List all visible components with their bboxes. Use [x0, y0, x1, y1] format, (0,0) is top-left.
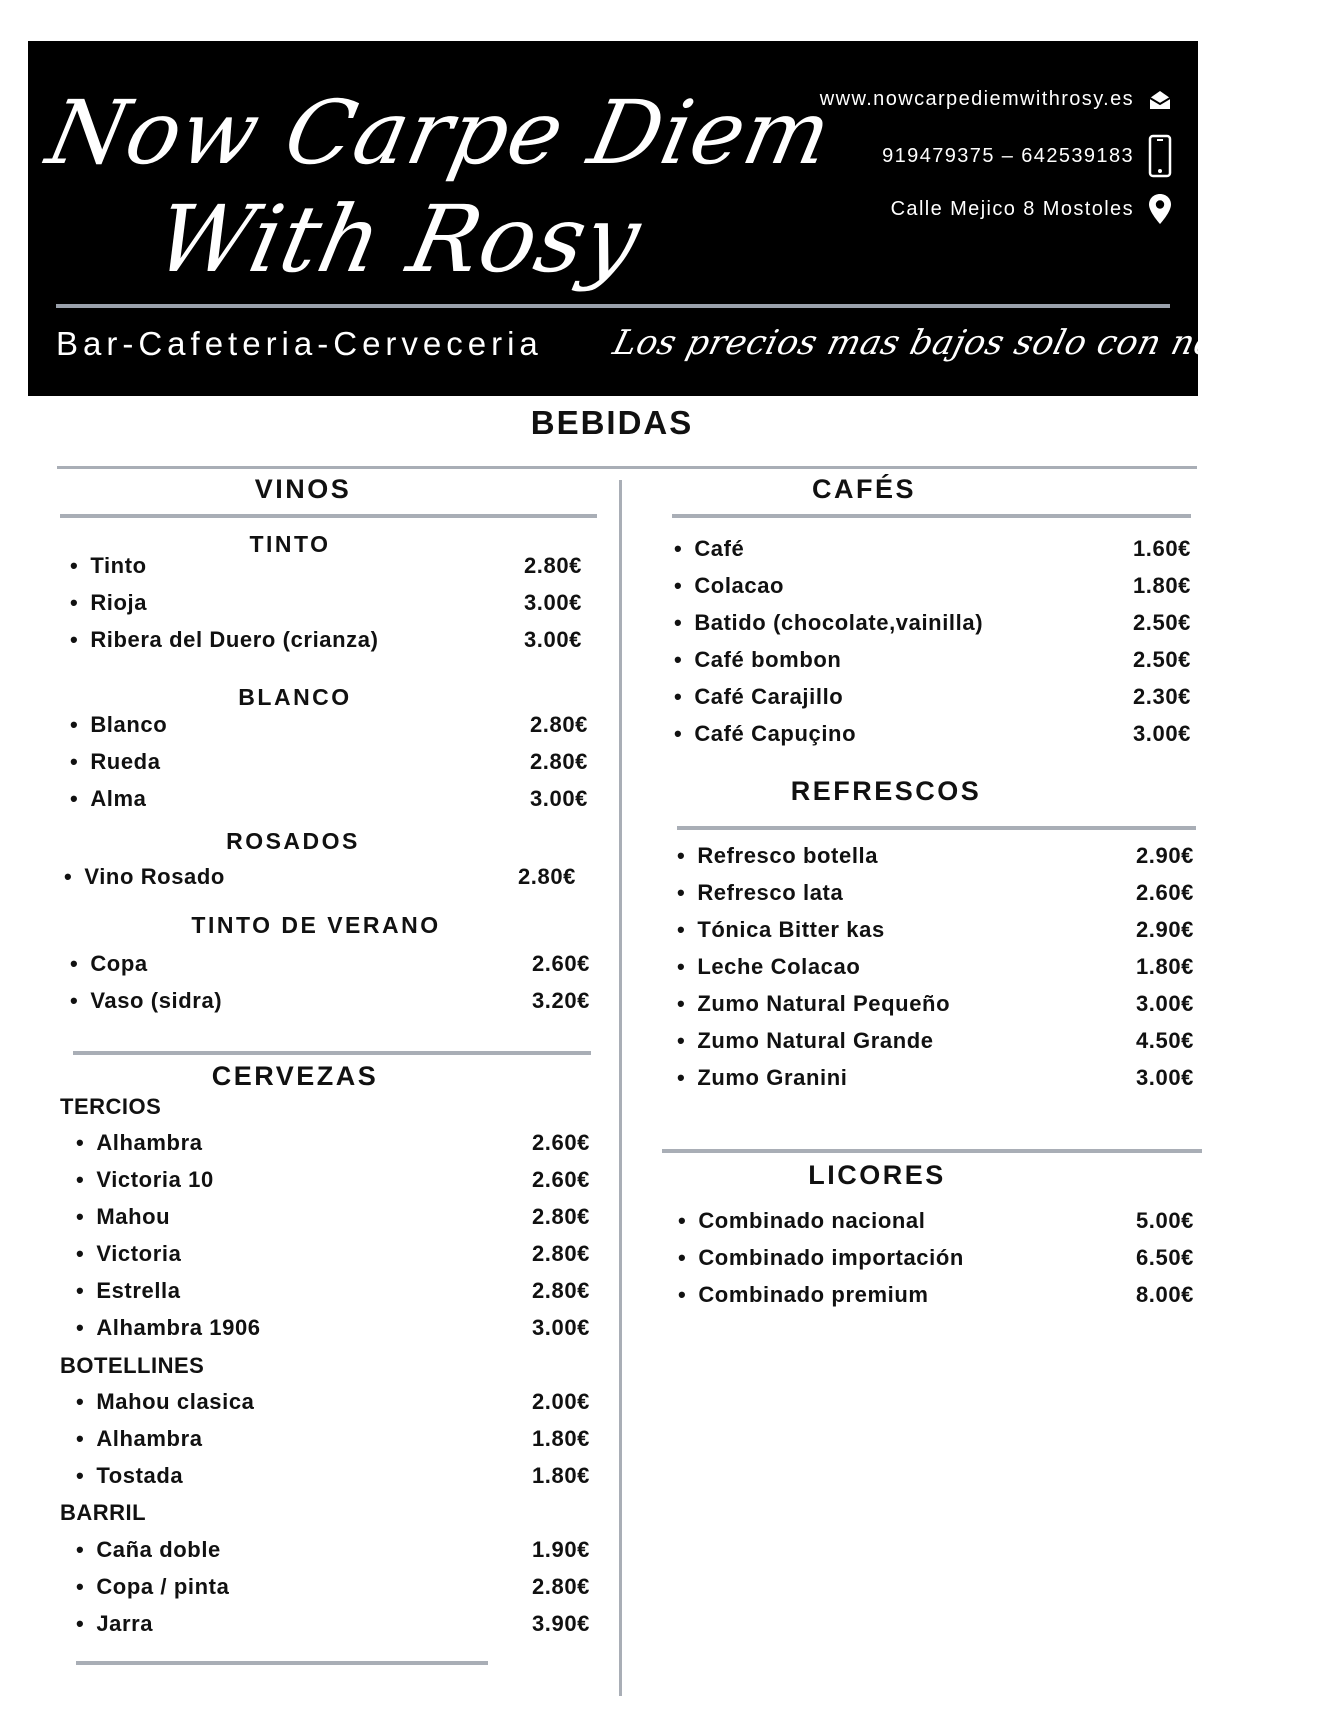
- menu-item: [76, 1278, 590, 1315]
- item-name: • Café Capuçino: [674, 721, 856, 747]
- menu-item: [70, 627, 582, 664]
- item-price: 1.80€: [1135, 954, 1194, 979]
- item-name: • Victoria 10: [76, 1167, 214, 1193]
- menu-item: [677, 954, 1194, 991]
- item-price: 3.00€: [523, 627, 582, 652]
- item-name: • Vino Rosado: [64, 864, 225, 890]
- section-title-cafes: CAFÉS: [811, 474, 916, 504]
- menu-item: [70, 590, 582, 627]
- item-name: • Rioja: [70, 590, 147, 616]
- list-cafes: [674, 536, 1191, 758]
- menu-item: [677, 1065, 1194, 1102]
- group-title-tercios: TERCIOS: [60, 1094, 162, 1119]
- menu-item: [674, 573, 1191, 610]
- item-name: • Rueda: [70, 749, 161, 775]
- menu-item: [678, 1282, 1194, 1319]
- list-tinto: [70, 553, 582, 664]
- menu-item: [674, 647, 1191, 684]
- section-rule-licores: [662, 1149, 1202, 1153]
- list-botellines: [76, 1389, 590, 1500]
- tagline: Bar-Cafeteria-Cerveceria: [56, 325, 543, 362]
- item-price: 2.80€: [531, 1574, 590, 1599]
- subsection-title-blanco: BLANCO: [238, 684, 352, 710]
- item-price: 1.90€: [531, 1537, 590, 1562]
- menu-item: [76, 1241, 590, 1278]
- item-price: 3.00€: [1132, 721, 1191, 746]
- item-name: • Caña doble: [76, 1537, 221, 1563]
- item-price: 2.50€: [1132, 647, 1191, 672]
- menu-item: [70, 786, 588, 823]
- header-banner: [28, 41, 1329, 396]
- list-refrescos: [677, 843, 1194, 1102]
- item-name: • Zumo Natural Grande: [677, 1028, 934, 1054]
- item-name: • Copa / pinta: [76, 1574, 229, 1600]
- list-blanco: [70, 712, 588, 823]
- slogan: Los precios mas bajos solo con nosotros: [609, 323, 1329, 363]
- item-name: • Combinado premium: [678, 1282, 929, 1308]
- item-price: 3.00€: [529, 786, 588, 811]
- phone-text[interactable]: 919479375 – 642539183: [882, 144, 1134, 167]
- menu-item: [76, 1574, 590, 1611]
- menu-item: [70, 553, 582, 590]
- item-name: • Victoria: [76, 1241, 181, 1267]
- menu-item: [76, 1389, 590, 1426]
- menu-item: [76, 1426, 590, 1463]
- item-price: 1.60€: [1132, 536, 1191, 561]
- item-name: • Batido (chocolate,vainilla): [674, 610, 983, 636]
- subsection-title-tinto: TINTO: [249, 531, 331, 557]
- item-price: 2.60€: [531, 1167, 590, 1192]
- subsection-title-tinto-de-verano: TINTO DE VERANO: [191, 912, 441, 938]
- item-price: 2.80€: [529, 712, 588, 737]
- item-name: • Alhambra 1906: [76, 1315, 261, 1341]
- item-price: 3.00€: [1135, 991, 1194, 1016]
- item-name: • Mahou clasica: [76, 1389, 255, 1415]
- menu-item: [76, 1537, 590, 1574]
- item-price: 3.00€: [1135, 1065, 1194, 1090]
- section-rule-cafes: [672, 514, 1191, 518]
- item-name: • Café: [674, 536, 744, 562]
- item-name: • Jarra: [76, 1611, 153, 1637]
- menu-item: [70, 712, 588, 749]
- brand-name-line-2: With Rosy: [146, 186, 651, 293]
- item-price: 2.50€: [1132, 610, 1191, 635]
- item-price: 2.80€: [517, 864, 576, 889]
- menu-item: [76, 1204, 590, 1241]
- page-title: BEBIDAS: [530, 404, 694, 441]
- item-price: 2.80€: [531, 1241, 590, 1266]
- item-price: 2.80€: [529, 749, 588, 774]
- menu-item: [64, 864, 576, 901]
- map-pin-icon: [1148, 193, 1172, 225]
- item-name: • Colacao: [674, 573, 784, 599]
- menu-item: [76, 1130, 590, 1167]
- item-name: • Combinado nacional: [678, 1208, 925, 1234]
- item-price: 2.30€: [1132, 684, 1191, 709]
- item-name: • Tostada: [76, 1463, 183, 1489]
- menu-item: [677, 1028, 1194, 1065]
- column-divider: [619, 480, 622, 1696]
- item-price: 2.60€: [531, 951, 590, 976]
- item-price: 8.00€: [1135, 1282, 1194, 1307]
- bottom-rule-cervezas: [76, 1661, 488, 1665]
- header-divider: [56, 304, 1170, 308]
- menu-item: [76, 1611, 590, 1648]
- item-price: 2.80€: [531, 1278, 590, 1303]
- menu-item: [677, 991, 1194, 1028]
- menu-item: [76, 1167, 590, 1204]
- item-name: • Ribera del Duero (crianza): [70, 627, 379, 653]
- menu-item: [677, 917, 1194, 954]
- envelope-icon: [1148, 89, 1172, 111]
- item-price: 1.80€: [1132, 573, 1191, 598]
- contact-website[interactable]: [820, 88, 1172, 111]
- item-price: 2.00€: [531, 1389, 590, 1414]
- section-rule-cervezas: [73, 1051, 591, 1055]
- section-title-cervezas: CERVEZAS: [211, 1061, 379, 1091]
- item-price: 2.80€: [523, 553, 582, 578]
- list-barril: [76, 1537, 590, 1648]
- item-name: • Mahou: [76, 1204, 170, 1230]
- item-price: 5.00€: [1135, 1208, 1194, 1233]
- smartphone-icon: [1148, 135, 1172, 177]
- item-name: • Café Carajillo: [674, 684, 843, 710]
- subsection-title-rosados: ROSADOS: [226, 828, 360, 854]
- menu-item: [70, 951, 590, 988]
- item-name: • Alma: [70, 786, 147, 812]
- menu-item: [678, 1208, 1194, 1245]
- section-title-refrescos: REFRESCOS: [790, 776, 982, 806]
- item-price: 3.90€: [531, 1611, 590, 1636]
- item-name: • Zumo Granini: [677, 1065, 848, 1091]
- menu-item: [674, 536, 1191, 573]
- website-text[interactable]: www.nowcarpediemwithrosy.es: [819, 88, 1134, 110]
- section-title-licores: LICORES: [808, 1160, 946, 1190]
- menu-item: [678, 1245, 1194, 1282]
- item-name: • Refresco botella: [677, 843, 878, 869]
- item-price: 3.00€: [523, 590, 582, 615]
- item-name: • Blanco: [70, 712, 167, 738]
- item-price: 1.80€: [531, 1426, 590, 1451]
- item-price: 2.60€: [1135, 880, 1194, 905]
- item-name: • Alhambra: [76, 1130, 203, 1156]
- menu-item: [674, 684, 1191, 721]
- group-title-botellines: BOTELLINES: [60, 1353, 205, 1378]
- item-name: • Combinado importación: [678, 1245, 964, 1271]
- menu-item: [70, 749, 588, 786]
- item-price: 2.60€: [531, 1130, 590, 1155]
- item-name: • Refresco lata: [677, 880, 843, 906]
- contact-phone[interactable]: [882, 135, 1172, 177]
- list-tercios: [76, 1130, 590, 1352]
- item-name: • Copa: [70, 951, 148, 977]
- item-price: 3.00€: [531, 1315, 590, 1340]
- item-price: 2.90€: [1135, 917, 1194, 942]
- item-name: • Zumo Natural Pequeño: [677, 991, 950, 1017]
- menu-item: [674, 721, 1191, 758]
- contact-address: [891, 193, 1172, 225]
- address-text: Calle Mejico 8 Mostoles: [890, 197, 1134, 220]
- group-title-barril: BARRIL: [60, 1500, 147, 1525]
- item-name: • Vaso (sidra): [70, 988, 222, 1014]
- list-tinto-de-verano: [70, 951, 590, 1025]
- item-name: • Tinto: [70, 553, 147, 579]
- item-price: 3.20€: [531, 988, 590, 1013]
- item-price: 1.80€: [531, 1463, 590, 1488]
- section-rule-refrescos: [677, 826, 1196, 830]
- menu-item: [76, 1463, 590, 1500]
- brand-name-line-1: Now Carpe Diem: [39, 81, 841, 184]
- list-licores: [678, 1208, 1194, 1319]
- item-price: 2.80€: [531, 1204, 590, 1229]
- list-rosados: [64, 864, 576, 901]
- menu-item: [70, 988, 590, 1025]
- item-name: • Leche Colacao: [677, 954, 860, 980]
- item-name: • Café bombon: [674, 647, 841, 673]
- menu-item: [76, 1315, 590, 1352]
- item-name: • Tónica Bitter kas: [677, 917, 885, 943]
- item-price: 4.50€: [1135, 1028, 1194, 1053]
- section-title-vinos: VINOS: [254, 474, 352, 504]
- item-price: 2.90€: [1135, 843, 1194, 868]
- item-name: • Estrella: [76, 1278, 181, 1304]
- item-name: • Alhambra: [76, 1426, 203, 1452]
- menu-item: [674, 610, 1191, 647]
- menu-item: [677, 843, 1194, 880]
- section-rule-vinos: [60, 514, 597, 518]
- item-price: 6.50€: [1135, 1245, 1194, 1270]
- title-divider: [57, 466, 1197, 469]
- menu-item: [677, 880, 1194, 917]
